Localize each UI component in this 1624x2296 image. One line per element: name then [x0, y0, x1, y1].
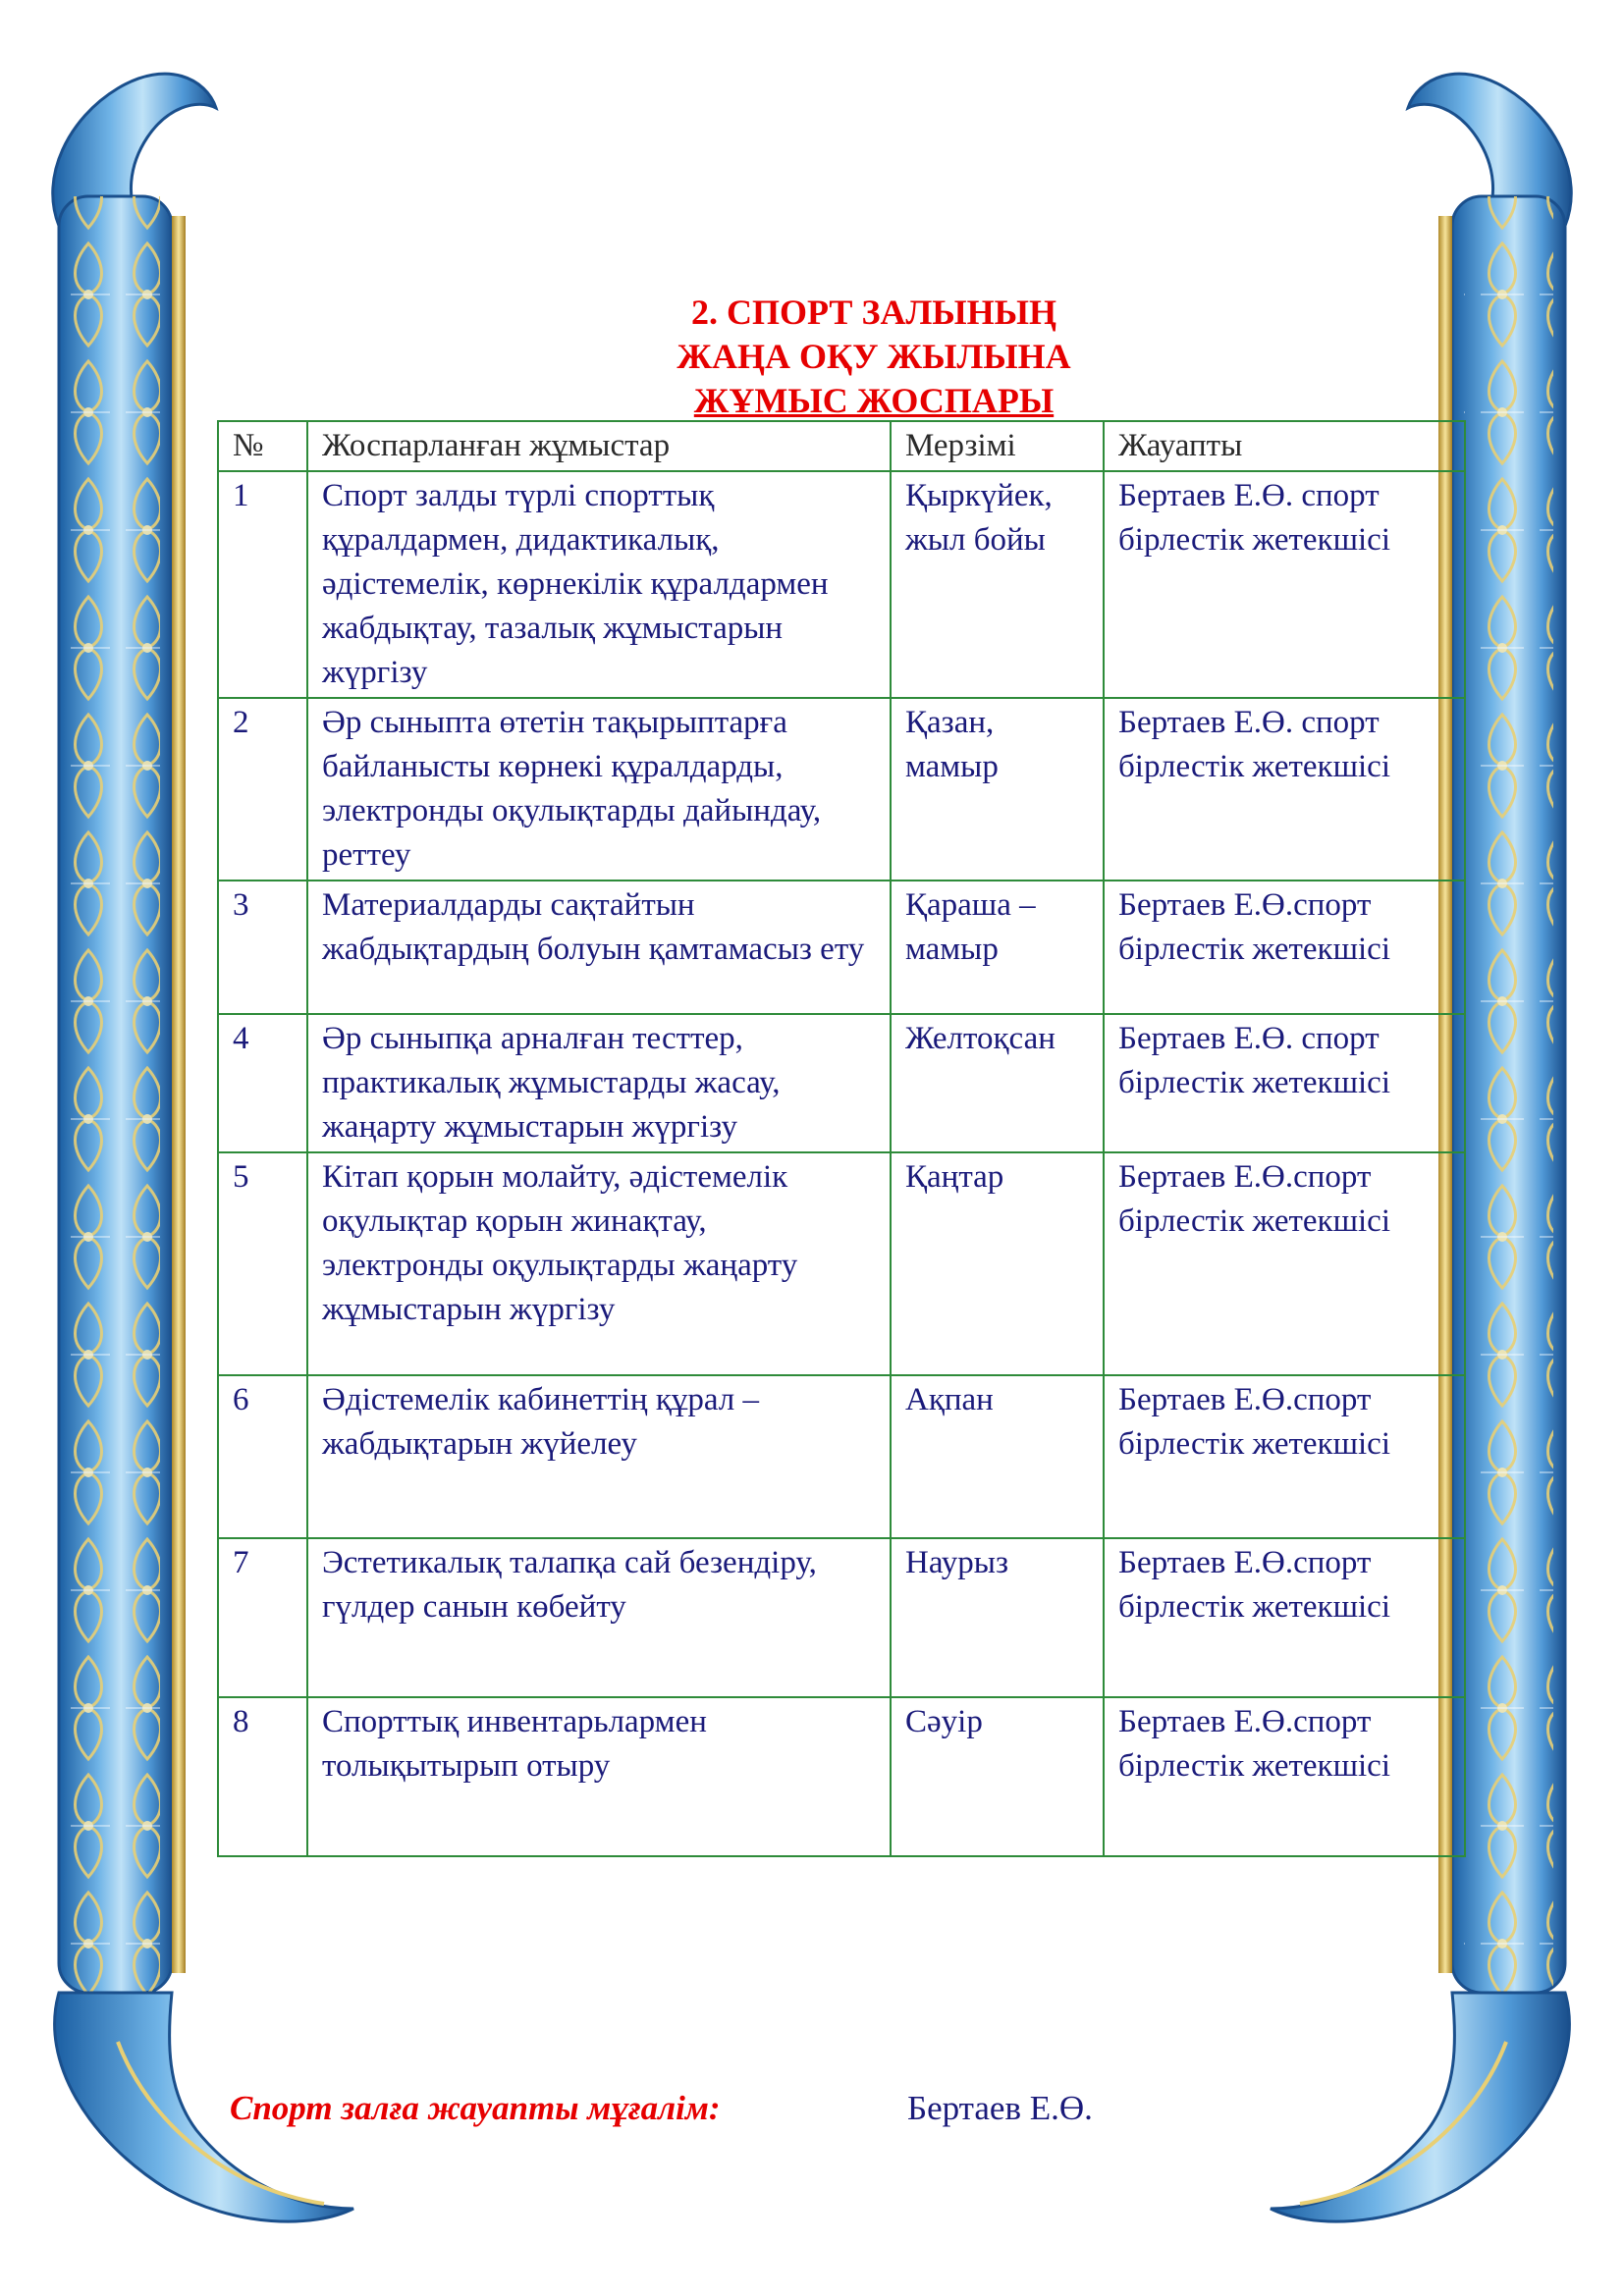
row-work: Эстетикалық талапқа сай безендіру, гүлдер санын көбейту: [307, 1538, 891, 1697]
table-header-row: [218, 421, 1465, 471]
header-term: Мерзімі: [891, 421, 1104, 471]
row-term: Қаңтар: [891, 1152, 1104, 1375]
row-number: 3: [218, 881, 307, 1014]
row-term: Ақпан: [891, 1375, 1104, 1538]
row-number: 1: [218, 471, 307, 698]
work-plan-table: [217, 420, 1466, 1857]
row-responsible: Бертаев Е.Ө.спорт бірлестік жетекшісі: [1104, 1375, 1465, 1538]
row-responsible: Бертаев Е.Ө.спорт бірлестік жетекшісі: [1104, 881, 1465, 1014]
row-term: Қазан, мамыр: [891, 698, 1104, 881]
row-responsible: Бертаев Е.Ө. спорт бірлестік жетекшісі: [1104, 471, 1465, 698]
row-term: Қыркүйек, жыл бойы: [891, 471, 1104, 698]
row-work: Спорттық инвентарьлармен толықытырып отыру: [307, 1697, 891, 1856]
responsible-teacher-label: Спорт залға жауапты мұғалім:: [230, 2089, 721, 2127]
row-responsible: Бертаев Е.Ө. спорт бірлестік жетекшісі: [1104, 698, 1465, 881]
row-responsible: Бертаев Е.Ө. спорт бірлестік жетекшісі: [1104, 1014, 1465, 1152]
header-planned-work: Жоспарланған жұмыстар: [307, 421, 891, 471]
row-number: 2: [218, 698, 307, 881]
header-responsible: Жауапты: [1104, 421, 1465, 471]
title-line-1: 2. СПОРТ ЗАЛЫНЫҢ: [691, 293, 1056, 332]
row-number: 5: [218, 1152, 307, 1375]
row-responsible: Бертаев Е.Ө.спорт бірлестік жетекшісі: [1104, 1538, 1465, 1697]
row-responsible: Бертаев Е.Ө.спорт бірлестік жетекшісі: [1104, 1152, 1465, 1375]
table-row: [218, 471, 1465, 698]
row-term: Наурыз: [891, 1538, 1104, 1697]
row-responsible: Бертаев Е.Ө.спорт бірлестік жетекшісі: [1104, 1697, 1465, 1856]
row-number: 7: [218, 1538, 307, 1697]
row-number: 8: [218, 1697, 307, 1856]
row-work: Материалдарды сақтайтын жабдықтардың болуын қамтамасыз ету: [307, 881, 891, 1014]
title-line-3: ЖҰМЫС ЖОСПАРЫ: [693, 381, 1055, 420]
row-term: Қараша – мамыр: [891, 881, 1104, 1014]
table-row: [218, 1375, 1465, 1538]
table-row: [218, 1152, 1465, 1375]
table-row: [218, 1538, 1465, 1697]
row-number: 6: [218, 1375, 307, 1538]
row-term: Сәуір: [891, 1697, 1104, 1856]
row-work: Әр сыныпта өтетін тақырыптарға байланысты көрнекі құралдарды, электронды оқулықтарды дайындау, реттеу: [307, 698, 891, 881]
row-term: Желтоқсан: [891, 1014, 1104, 1152]
title-line-2: ЖАҢА ОҚУ ЖЫЛЫНА: [677, 337, 1071, 376]
row-work: Кітап қорын молайту, әдістемелік оқулықтар қорын жинақтау, электронды оқулықтарды жаңарту жұмыстарын жүргізу: [307, 1152, 891, 1375]
header-number: №: [218, 421, 307, 471]
table-row: [218, 881, 1465, 1014]
table-row: [218, 1697, 1465, 1856]
responsible-teacher-name: Бертаев Е.Ө.: [907, 2089, 1093, 2127]
row-work: Әр сыныпқа арналған тесттер, практикалық жұмыстарды жасау, жаңарту жұмыстарын жүргізу: [307, 1014, 891, 1152]
row-number: 4: [218, 1014, 307, 1152]
table-row: [218, 1014, 1465, 1152]
table-row: [218, 698, 1465, 881]
row-work: Әдістемелік кабинеттің құрал – жабдықтарын жүйелеу: [307, 1375, 891, 1538]
row-work: Спорт залды түрлі спорттық құралдармен, дидактикалық, әдістемелік, көрнекілік құралдармен жабдықтау, тазалық жұмыстарын жүргізу: [307, 471, 891, 698]
